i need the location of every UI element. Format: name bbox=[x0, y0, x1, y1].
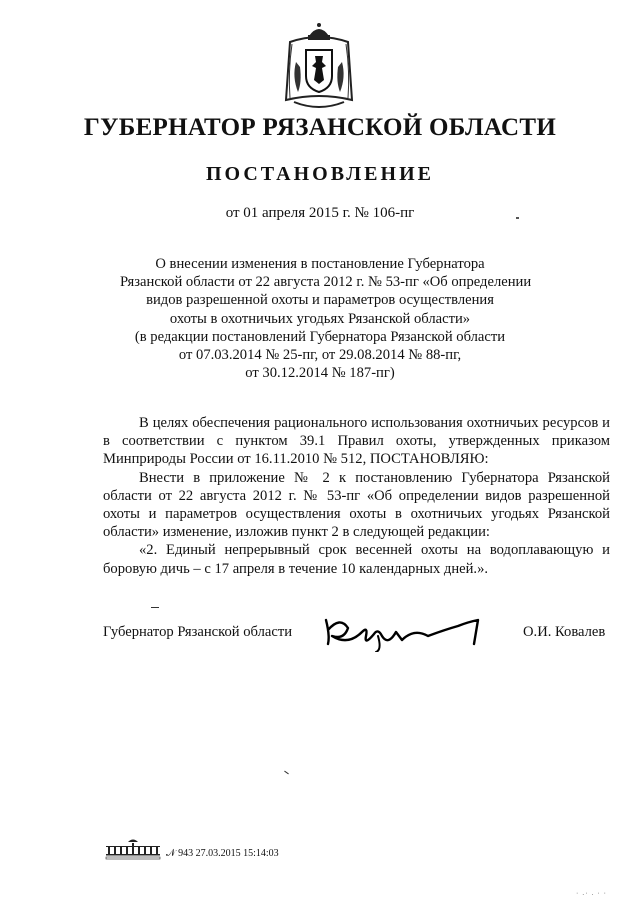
scan-mark bbox=[151, 607, 159, 608]
registry-stamp-number: 943 27.03.2015 15:14:03 bbox=[178, 848, 279, 859]
document-subject bbox=[120, 255, 532, 382]
building-logo-icon bbox=[104, 838, 162, 860]
registry-stamp-text bbox=[166, 848, 279, 859]
body-paragraph: В целях обеспечения рационального использования охотничьих ресурсов и в соответствии с пунктом 39.1 Правил охоты, утвержденных приказом Минприроды России от 16.11.2010 № 512, ПОСТАНОВЛЯЮ: bbox=[103, 415, 610, 468]
subject-line: (в редакции постановлений Губернатора Рязанской области bbox=[134, 328, 506, 345]
governor-title: ГУБЕРНАТОР РЯЗАНСКОЙ ОБЛАСТИ bbox=[83, 114, 557, 141]
subject-line: Рязанской области от 22 августа 2012 г. № 53-пг «Об определении bbox=[120, 274, 532, 291]
document-type: ПОСТАНОВЛЕНИЕ bbox=[206, 163, 434, 185]
subject-line: от 07.03.2014 № 25-пг, от 29.08.2014 № 88-пг, bbox=[178, 347, 462, 364]
scan-speck bbox=[516, 217, 519, 219]
handwritten-signature bbox=[318, 606, 488, 652]
document-body bbox=[103, 414, 610, 578]
body-paragraph: «2. Единый непрерывный срок весенней охоты на водоплавающую и боровую дичь – с 17 апреля в течение 10 календарных дней.». bbox=[103, 542, 610, 577]
subject-line: охоты в охотничьих угодьях Рязанской области» bbox=[169, 310, 471, 327]
subject-line: видов разрешенной охоты и параметров осуществления bbox=[146, 292, 494, 309]
body-paragraph: Внести в приложение № 2 к постановлению Губернатора Рязанской области от 22 августа 2012 г. № 53-пг «Об определении видов разрешенной охоты и параметров осуществления охоты в охотничьих угодьях Рязанской области» изменение, изложив пункт 2 в следующей редакции: bbox=[103, 469, 610, 541]
subject-line: О внесении изменения в постановление Губернатора bbox=[155, 256, 485, 272]
scan-mark bbox=[284, 771, 289, 775]
document-date-number: от 01 апреля 2015 г. № 106-пг bbox=[225, 205, 415, 221]
signatory-name: О.И. Ковалев bbox=[523, 624, 606, 640]
subject-line: от 30.12.2014 № 187-пг) bbox=[245, 365, 395, 382]
signatory-role: Губернатор Рязанской области bbox=[103, 624, 293, 640]
coat-of-arms-icon bbox=[282, 22, 356, 112]
scan-corner-marks: · .· . · · bbox=[576, 890, 607, 897]
registry-stamp-glyph: 𝒩 bbox=[166, 848, 176, 859]
